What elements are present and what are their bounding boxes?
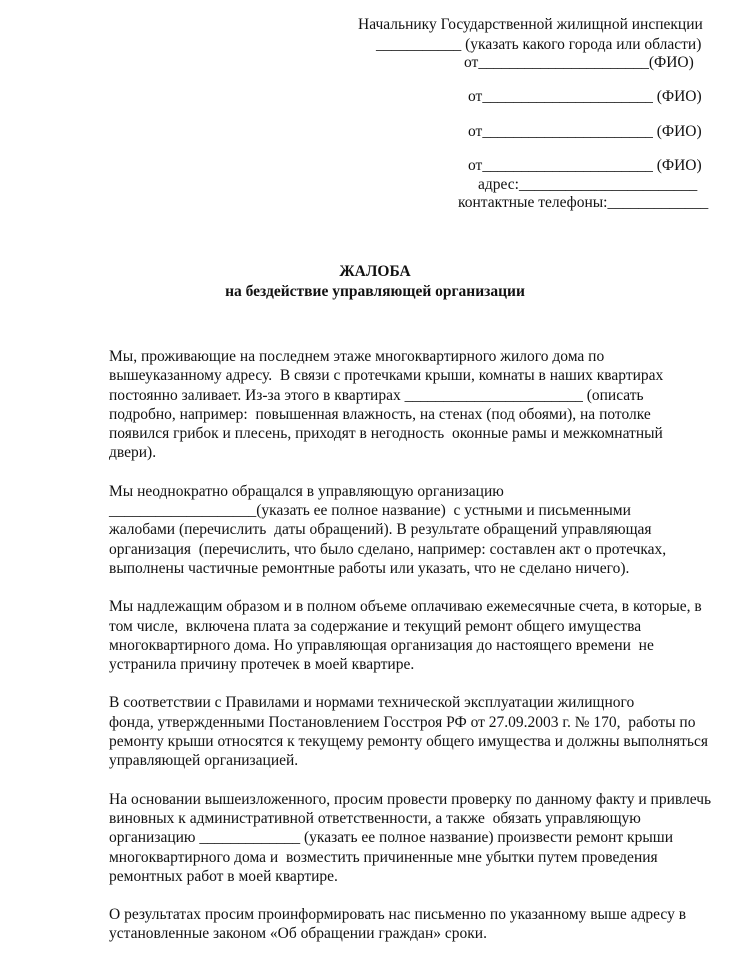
text-line: подробно, например: повышенная влажность, на стенах (под обоями), на потолке [109, 405, 651, 423]
text-line: организация (перечислить, что было сделано, например: составлен акт о протечках, [109, 540, 667, 558]
paragraph-2 [109, 482, 699, 578]
paragraph-3 [109, 597, 702, 674]
text-line: В соответствии с Правилами и нормами технической эксплуатации жилищного [109, 694, 635, 712]
text-line: многоквартирного дома и возместить причиненные мне убытки путем проведения [109, 848, 658, 866]
text-line: двери). [109, 444, 157, 462]
text-line: появился грибок и плесень, приходят в негодность оконные рамы и межкомнатный [109, 425, 663, 443]
document-body [109, 347, 712, 963]
header-from-line-1: от______________________(ФИО) [464, 54, 694, 71]
paragraph-4 [109, 693, 708, 770]
header-phones-line: контактные телефоны:_____________ [458, 194, 709, 211]
header-from-line-4: от______________________ (ФИО) [468, 157, 702, 174]
text-line: постоянно заливает. Из-за этого в квартирах _______________________ (описать [109, 386, 644, 404]
text-line: На основании вышеизложенного, просим провести проверку по данному факту и привлечь [109, 790, 712, 808]
header-address-line: адрес:_______________________ [478, 176, 698, 193]
text-line: виновных к административной ответственности, а также обязать управляющую [109, 809, 641, 827]
header-from-line-3: от______________________ (ФИО) [468, 123, 702, 140]
paragraph-6 [109, 905, 699, 944]
text-line: вышеуказанному адресу. В связи с протечками крыши, комнаты в наших квартирах [109, 367, 664, 385]
text-line: организацию _____________ (указать ее полное название) произвести ремонт крыши [109, 829, 673, 847]
paragraph-5 [109, 790, 712, 886]
text-line: выполнены частичные ремонтные работы или указать, что не сделано ничего). [109, 559, 630, 577]
text-line: жалобами (перечислить даты обращений). В результате обращений управляющая [109, 521, 652, 539]
text-line: устранила причину протечек в моей квартире. [109, 656, 415, 674]
text-line: Мы надлежащим образом и в полном объеме оплачиваю ежемесячные счета, в которые, в [109, 598, 702, 616]
text-line: ремонту крыши относятся к текущему ремонту общего имущества и должны выполняться [109, 733, 708, 751]
text-line: ___________________(указать ее полное название) с устными и письменными [109, 502, 631, 520]
text-line: том числе, включена плата за содержание и текущий ремонт общего имущества [109, 617, 642, 635]
text-line: Мы неоднократно обращался в управляющую организацию [109, 482, 504, 500]
text-line: О результатах просим проинформировать нас письменно по указанному выше адресу в [109, 906, 687, 924]
text-line: управляющей организацией. [109, 752, 299, 770]
header-recipient-line: Начальнику Государственной жилищной инспекции [358, 16, 703, 33]
paragraph-1 [109, 347, 699, 463]
text-line: установленные законом «Об обращении граждан» сроки. [109, 925, 487, 943]
text-line: Мы, проживающие на последнем этаже многоквартирного жилого дома по [109, 348, 605, 365]
document-subtitle: на бездействие управляющей организации [225, 283, 525, 300]
text-line: фонда, утвержденными Постановлением Госстроя РФ от 27.09.2003 г. № 170, работы по [109, 713, 696, 731]
text-line: многоквартирного дома. Но управляющая организация до настоящего времени не [109, 636, 654, 654]
text-line: ремонтных работ в моей квартире. [109, 867, 338, 885]
header-from-line-2: от______________________ (ФИО) [468, 88, 702, 105]
header-city-line: ___________ (указать какого города или области) [376, 36, 702, 53]
document-title: ЖАЛОБА [339, 263, 411, 280]
